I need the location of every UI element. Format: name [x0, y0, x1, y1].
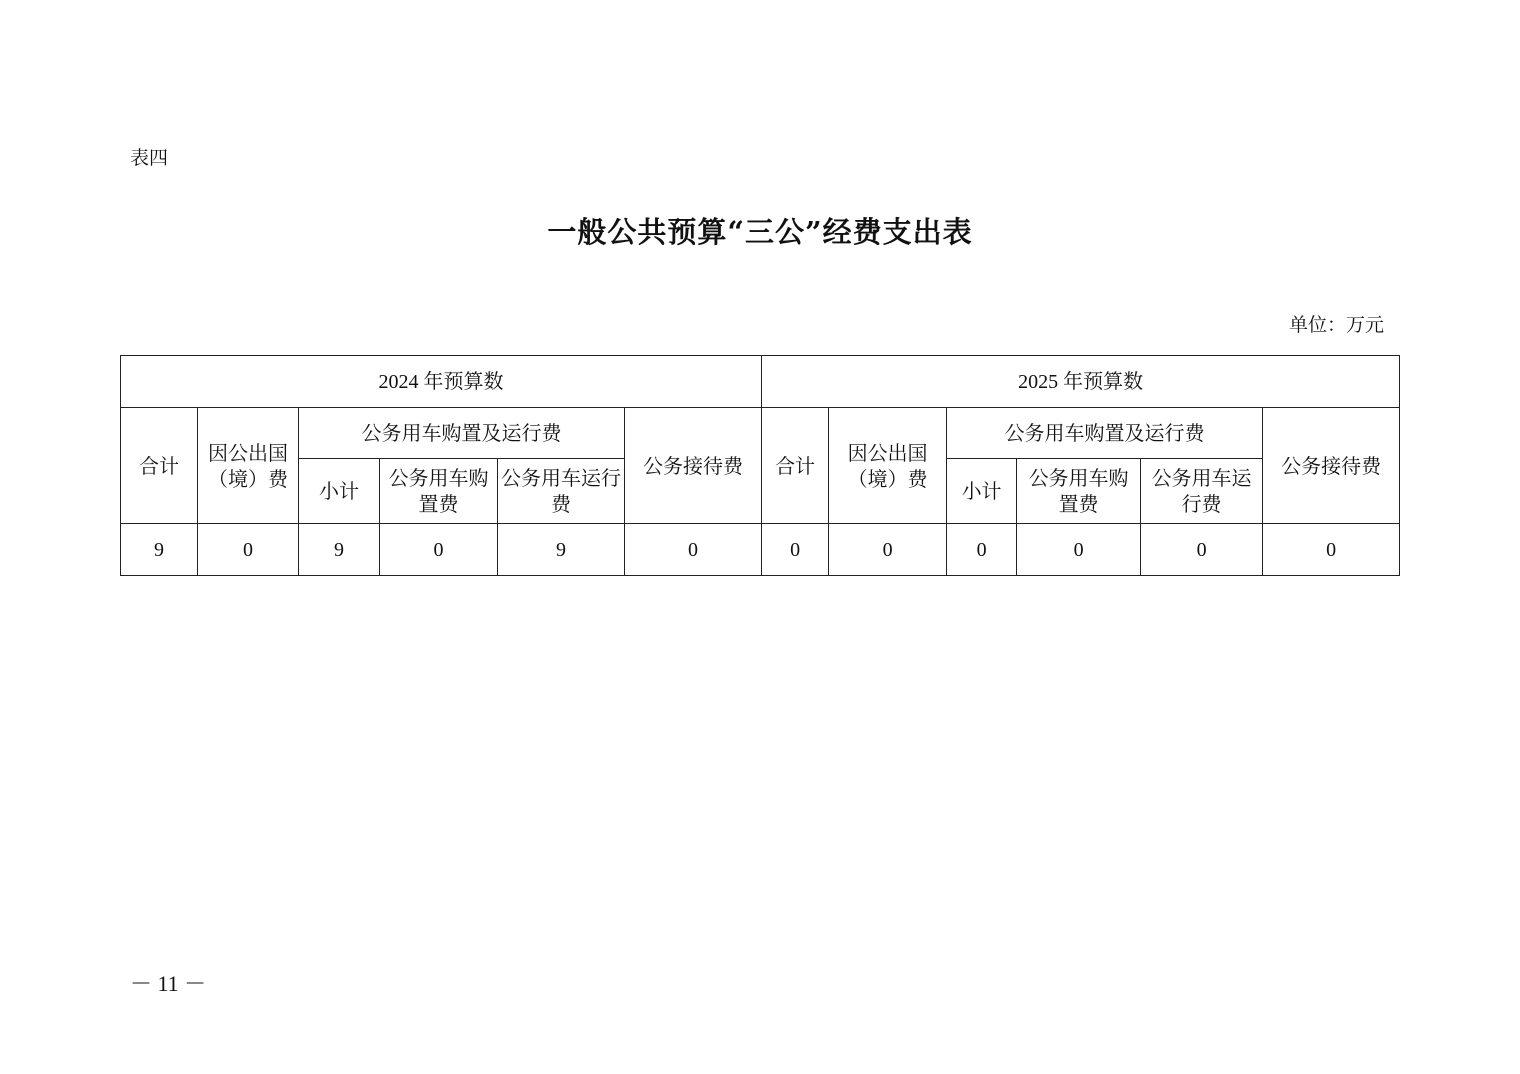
- cell-2024-vehicle-operation: 9: [498, 524, 625, 576]
- table-label: 表四: [130, 147, 169, 169]
- header-2025-subtotal: 小计: [947, 459, 1017, 524]
- year-header-row: [121, 356, 1400, 408]
- header-2025-vehicle-purchase: 公务用车购置费: [1017, 459, 1141, 524]
- cell-2025-vehicle-operation: 0: [1141, 524, 1263, 576]
- year-2025-header: 2025 年预算数: [762, 356, 1400, 408]
- document-title: 一般公共预算“三公”经费支出表: [547, 215, 973, 249]
- table-row: [121, 524, 1400, 576]
- header-2025-total: 合计: [762, 408, 829, 524]
- cell-2024-total: 9: [121, 524, 198, 576]
- page-number: － 11 －: [130, 971, 207, 996]
- header-2025-reception: 公务接待费: [1263, 408, 1400, 524]
- cell-2024-vehicle-purchase: 0: [380, 524, 498, 576]
- three-public-expenses-table: [120, 355, 1400, 576]
- cell-2025-reception: 0: [1263, 524, 1400, 576]
- year-2024-header: 2024 年预算数: [121, 356, 762, 408]
- header-2024-reception: 公务接待费: [625, 408, 762, 524]
- header-2024-total: 合计: [121, 408, 198, 524]
- header-2024-vehicle-operation: 公务用车运行费: [498, 459, 625, 524]
- cell-2024-subtotal: 9: [299, 524, 380, 576]
- header-2025-vehicle-group: 公务用车购置及运行费: [947, 408, 1263, 459]
- column-header-row: [121, 408, 1400, 459]
- header-2024-overseas: 因公出国（境）费: [198, 408, 299, 524]
- cell-2025-vehicle-purchase: 0: [1017, 524, 1141, 576]
- cell-2025-overseas: 0: [829, 524, 947, 576]
- unit-label: 单位：万元: [1288, 314, 1384, 336]
- header-2024-subtotal: 小计: [299, 459, 380, 524]
- cell-2024-overseas: 0: [198, 524, 299, 576]
- header-2025-overseas: 因公出国（境）费: [829, 408, 947, 524]
- header-2024-vehicle-group: 公务用车购置及运行费: [299, 408, 625, 459]
- header-2025-vehicle-operation: 公务用车运行费: [1141, 459, 1263, 524]
- cell-2025-total: 0: [762, 524, 829, 576]
- cell-2024-reception: 0: [625, 524, 762, 576]
- cell-2025-subtotal: 0: [947, 524, 1017, 576]
- header-2024-vehicle-purchase: 公务用车购置费: [380, 459, 498, 524]
